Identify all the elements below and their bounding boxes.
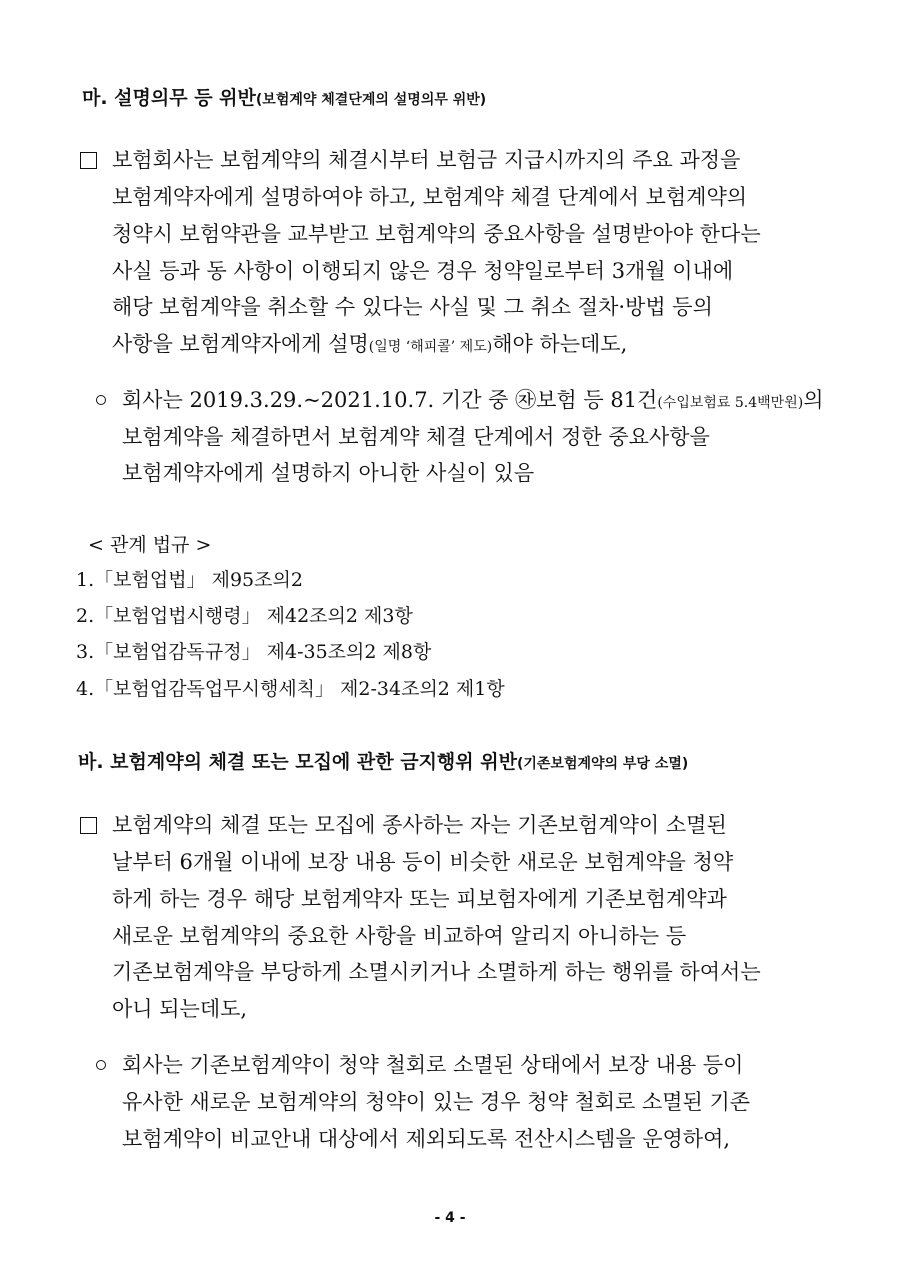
paragraph-line: 하게 하는 경우 해당 보험계약자 또는 피보험자에게 기존보험계약과: [112, 887, 727, 911]
section-subtitle: (보험계약 체결단계의 설명의무 위반): [255, 92, 487, 108]
paragraph-line: 기존보험계약을 부당하게 소멸시키거나 소멸하게 하는 행위를 하여서는: [112, 960, 761, 984]
paragraph-text: 해야 하는데도,: [492, 332, 628, 356]
regulation-item: 4.「보험업감독업무시행세칙」 제2-34조의2 제1항: [76, 678, 505, 700]
page-number: - 4 -: [434, 1210, 466, 1226]
bullet-line: 보험계약이 비교안내 대상에서 제외되도록 전산시스템을 운영하여,: [122, 1127, 731, 1151]
checkbox-square-icon: [80, 817, 97, 834]
paragraph-line: [112, 330, 627, 361]
paragraph-line: 새로운 보험계약의 중요한 사항을 비교하여 알리지 아니하는 등: [112, 924, 687, 948]
section-title: 바. 보험계약의 체결 또는 모집에 관한 금지행위 위반: [78, 751, 517, 773]
paragraph-line: 청약시 보험약관을 교부받고 보험계약의 중요사항을 설명받아야 한다는: [112, 222, 761, 246]
paragraph-text: 사항을 보험계약자에게 설명: [112, 332, 369, 356]
paragraph-note: (일명 ‘해피콜’ 제도): [368, 339, 493, 355]
regulation-item: 1.「보험업법」 제95조의2: [76, 569, 303, 591]
regulation-item: 2.「보험업법시행령」 제42조의2 제3항: [76, 605, 413, 627]
regulations-title: < 관계 법규 >: [88, 534, 212, 556]
bullet-note: (수입보험료 5.4백만원): [657, 395, 804, 411]
bullet-line: 보험계약을 체결하면서 보험계약 체결 단계에서 정한 중요사항을: [122, 425, 710, 449]
paragraph-line: 아니 되는데도,: [112, 997, 248, 1021]
bullet-marker: [96, 1051, 106, 1079]
circle-bullet-icon: [96, 1060, 106, 1070]
paragraph-line: 보험계약의 체결 또는 모집에 종사하는 자는 기존보험계약이 소멸된: [112, 813, 727, 837]
bullet-text: 회사는 2019.3.29.~2021.10.7. 기간 중 ㉶보험 등 81건: [122, 388, 658, 412]
section-heading-ba: [78, 748, 688, 778]
section-title: 마. 설명의무 등 위반: [82, 87, 256, 109]
bullet-line: [122, 386, 823, 417]
checkbox-square-icon: [80, 152, 97, 169]
circle-bullet-icon: [96, 395, 106, 405]
bullet-line: 유사한 새로운 보험계약의 청약이 있는 경우 청약 철회로 소멸된 기존: [122, 1090, 751, 1114]
section-subtitle: (기존보험계약의 부당 소멸): [516, 756, 689, 772]
paragraph-line: 보험계약자에게 설명하여야 하고, 보험계약 체결 단계에서 보험계약의: [112, 185, 748, 209]
paragraph-box-marker: [80, 811, 97, 839]
section-heading-ma: [82, 84, 486, 114]
bullet-line: 회사는 기존보험계약이 청약 철회로 소멸된 상태에서 보장 내용 등이: [122, 1053, 744, 1077]
paragraph-line: 사실 등과 동 사항이 이행되지 않은 경우 청약일로부터 3개월 이내에: [112, 259, 734, 283]
bullet-marker: [96, 386, 106, 414]
bullet-text: 의: [803, 388, 824, 412]
paragraph-line: 날부터 6개월 이내에 보장 내용 등이 비슷한 새로운 보험계약을 청약: [112, 850, 734, 874]
paragraph-line: 보험회사는 보험계약의 체결시부터 보험금 지급시까지의 주요 과정을: [112, 148, 741, 172]
paragraph-line: 해당 보험계약을 취소할 수 있다는 사실 및 그 취소 절차·방법 등의: [112, 295, 713, 319]
bullet-line: 보험계약자에게 설명하지 아니한 사실이 있음: [122, 461, 535, 485]
paragraph-box-marker: [80, 146, 97, 174]
regulation-item: 3.「보험업감독규정」 제4-35조의2 제8항: [76, 641, 432, 663]
